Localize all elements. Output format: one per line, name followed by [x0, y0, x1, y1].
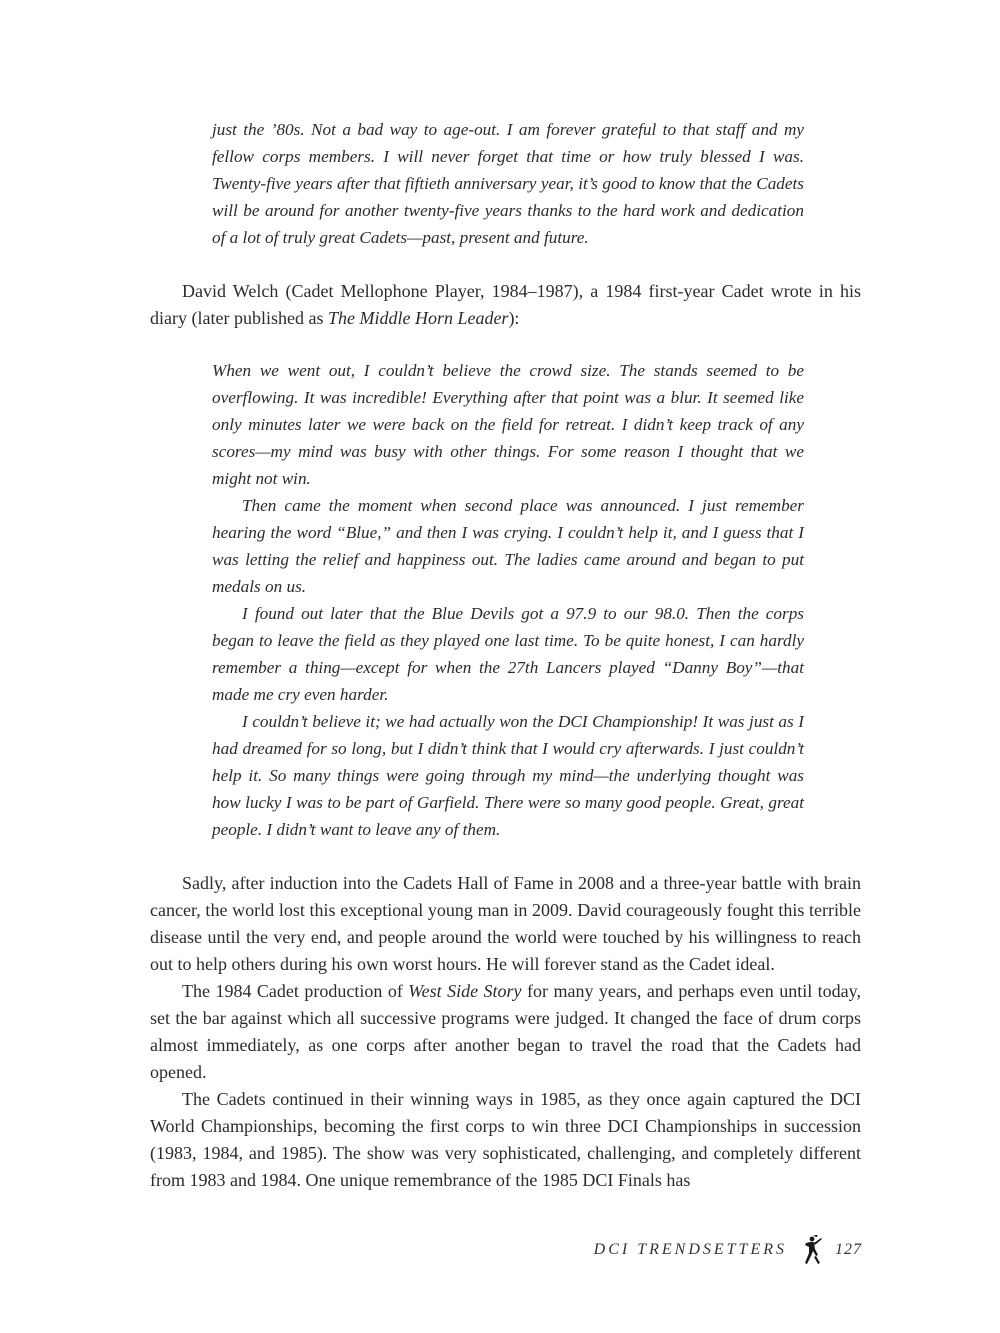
section-title: DCI TRENDSETTERS	[593, 1241, 787, 1258]
quote-block-diary	[212, 357, 804, 843]
page-number: 127	[835, 1241, 862, 1258]
quote-paragraph: When we went out, I couldn’t believe the crowd size. The stands seemed to be overflowing. It was incredible! Everything after that point was a blur. It seemed like only minutes later we were back on the field for retreat. I didn’t keep track of any scores—my mind was busy with other things. For some reason I thought that we might not win.	[212, 361, 804, 488]
wss-text-tail: for many years, and perhaps even until today, set the bar against which all successive programs were judged. It changed the face of drum corps almost immediately, as one corps after another began to travel the road that the Cadets had opened.	[150, 981, 861, 1082]
body-paragraph	[150, 278, 861, 332]
body-paragraph: The Cadets continued in their winning ways in 1985, as they once again captured the DCI World Championships, becoming the first corps to win three DCI Championships in succession (1983, 1984, and 1985). The show was very sophisticated, challenging, and completely different from 1983 and 1984. One unique remembrance of the 1985 DCI Finals has	[150, 1089, 861, 1190]
body-paragraph: Sadly, after induction into the Cadets Hall of Fame in 2008 and a three-year battle with brain cancer, the world lost this exceptional young man in 2009. David courageously fought this terrible disease until the very end, and people around the world were touched by his willingness to reach out to help others during his own worst hours. He will forever stand as the Cadet ideal.	[150, 873, 861, 974]
book-title: The Middle Horn Leader	[327, 308, 509, 328]
quote-paragraph: Then came the moment when second place was announced. I just remember hearing the word “Blue,” and then I was crying. I couldn’t help it, and I guess that I was letting the relief and happiness out. The ladies came around and began to put medals on us.	[212, 496, 804, 596]
quote-paragraph: I found out later that the Blue Devils got a 97.9 to our 98.0. Then the corps began to leave the field as they played one last time. To be quite honest, I can hardly remember a thing—except for when the 27th Lancers played “Danny Boy”—that made me cry even harder.	[212, 604, 804, 704]
body-text-lower	[150, 870, 861, 1194]
welch-intro-paragraph	[150, 278, 861, 332]
body-paragraph	[150, 978, 861, 1086]
quote-block-top	[212, 116, 804, 251]
quote-paragraph: just the ’80s. Not a bad way to age-out. I am forever grateful to that staff and my fellow corps members. I will never forget that time or how truly blessed I was. Twenty-five years after that fiftieth anniversary year, it’s good to know that the Cadets will be around for another twenty-five years thanks to the hard work and dedication of a lot of truly great Cadets—past, present and future.	[212, 120, 804, 247]
show-title: West Side Story	[408, 981, 522, 1001]
quote-paragraph: I couldn’t believe it; we had actually won the DCI Championship! It was just as I had dreamed for so long, but I didn’t think that I would cry afterwards. I just couldn’t help it. So many things were going through my mind—the underlying thought was how lucky I was to be part of Garfield. There were so many good people. Great, great people. I didn’t want to leave any of them.	[212, 712, 804, 839]
running-footer	[594, 1235, 862, 1265]
wss-text: The 1984 Cadet production of	[182, 981, 409, 1001]
drum-major-silhouette-icon	[799, 1235, 823, 1265]
welch-intro-tail: ):	[508, 308, 520, 328]
welch-intro-text: David Welch (Cadet Mellophone Player, 1984–1987), a 1984 first-year Cadet wrote in his diary (later published as	[150, 281, 861, 328]
